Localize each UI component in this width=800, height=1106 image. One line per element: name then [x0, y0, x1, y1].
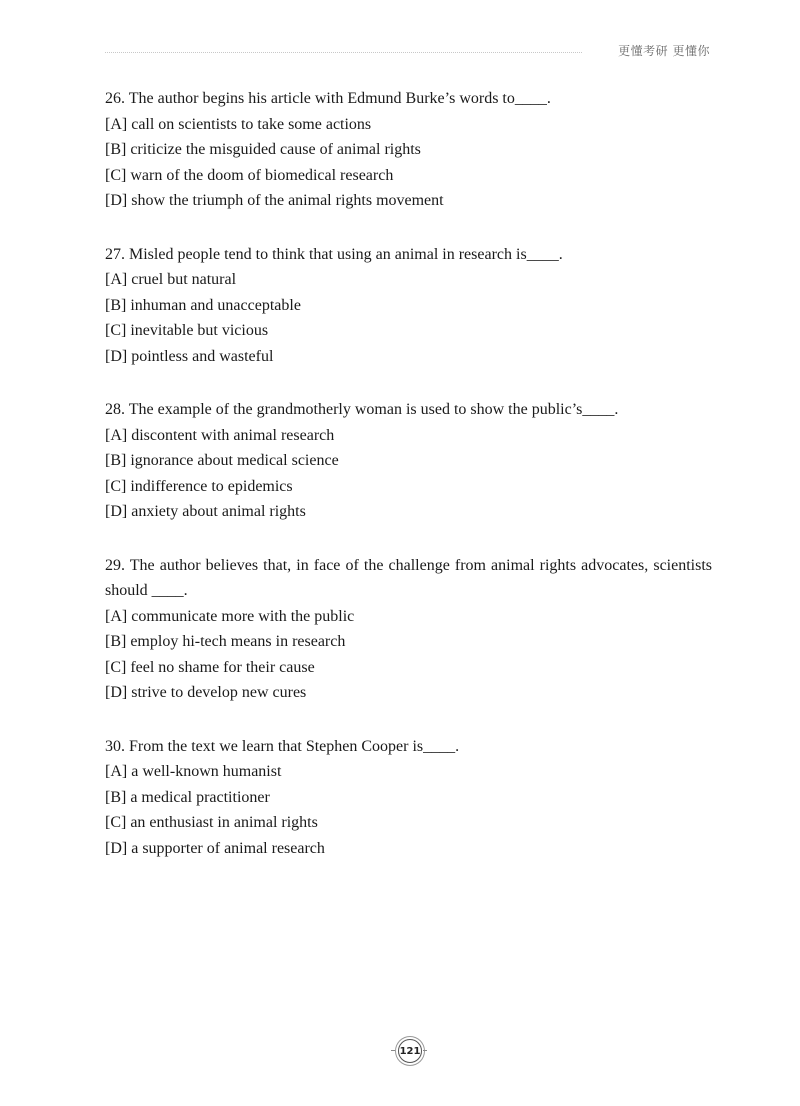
- question-27: [105, 242, 712, 370]
- option-d: [D] show the triumph of the animal rights movement: [105, 192, 444, 209]
- question-26: [105, 86, 712, 214]
- option-c: [C] warn of the doom of biomedical research: [105, 166, 394, 184]
- page-number-badge: [394, 1038, 424, 1064]
- question-stem: 26. The author begins his article with Edmund Burke’s words to____.: [105, 90, 551, 107]
- option-b: [B] criticize the misguided cause of animal rights: [105, 141, 421, 158]
- option-a: [A] discontent with animal research: [105, 426, 335, 444]
- question-30: [105, 734, 712, 862]
- option-d: [D] a supporter of animal research: [105, 839, 325, 857]
- option-c: [C] inevitable but vicious: [105, 322, 269, 339]
- badge-left-tick: [391, 1050, 395, 1051]
- option-c: [C] an enthusiast in animal rights: [105, 814, 318, 831]
- header-divider: [105, 52, 582, 53]
- option-b: [B] employ hi-tech means in research: [105, 633, 346, 650]
- option-c: [C] indifference to epidemics: [105, 477, 293, 495]
- option-c: [C] feel no shame for their cause: [105, 658, 315, 676]
- question-28: [105, 397, 712, 525]
- option-b: [B] ignorance about medical science: [105, 452, 339, 469]
- question-stem: 29. The author believes that, in face of the challenge from animal rights advocates, scientists should ____.: [105, 556, 712, 599]
- page-number: 121: [398, 1039, 422, 1063]
- page-header: [105, 38, 710, 62]
- option-a: [A] communicate more with the public: [105, 607, 355, 625]
- option-a: [A] call on scientists to take some actions: [105, 115, 372, 133]
- option-d: [D] pointless and wasteful: [105, 347, 274, 365]
- question-29: [105, 553, 712, 706]
- questions-section: [105, 86, 712, 889]
- question-stem: 28. The example of the grandmotherly woman is used to show the public’s____.: [105, 401, 619, 418]
- question-stem: 30. From the text we learn that Stephen Cooper is____.: [105, 737, 460, 755]
- option-d: [D] strive to develop new cures: [105, 684, 307, 701]
- header-slogan: 更懂考研 更懂你: [618, 44, 710, 58]
- option-b: [B] a medical practitioner: [105, 788, 270, 806]
- option-d: [D] anxiety about animal rights: [105, 503, 306, 520]
- badge-right-tick: [423, 1050, 427, 1051]
- option-b: [B] inhuman and unacceptable: [105, 296, 301, 314]
- option-a: [A] a well-known humanist: [105, 763, 282, 780]
- option-a: [A] cruel but natural: [105, 271, 237, 288]
- question-stem: 27. Misled people tend to think that using an animal in research is____.: [105, 245, 563, 263]
